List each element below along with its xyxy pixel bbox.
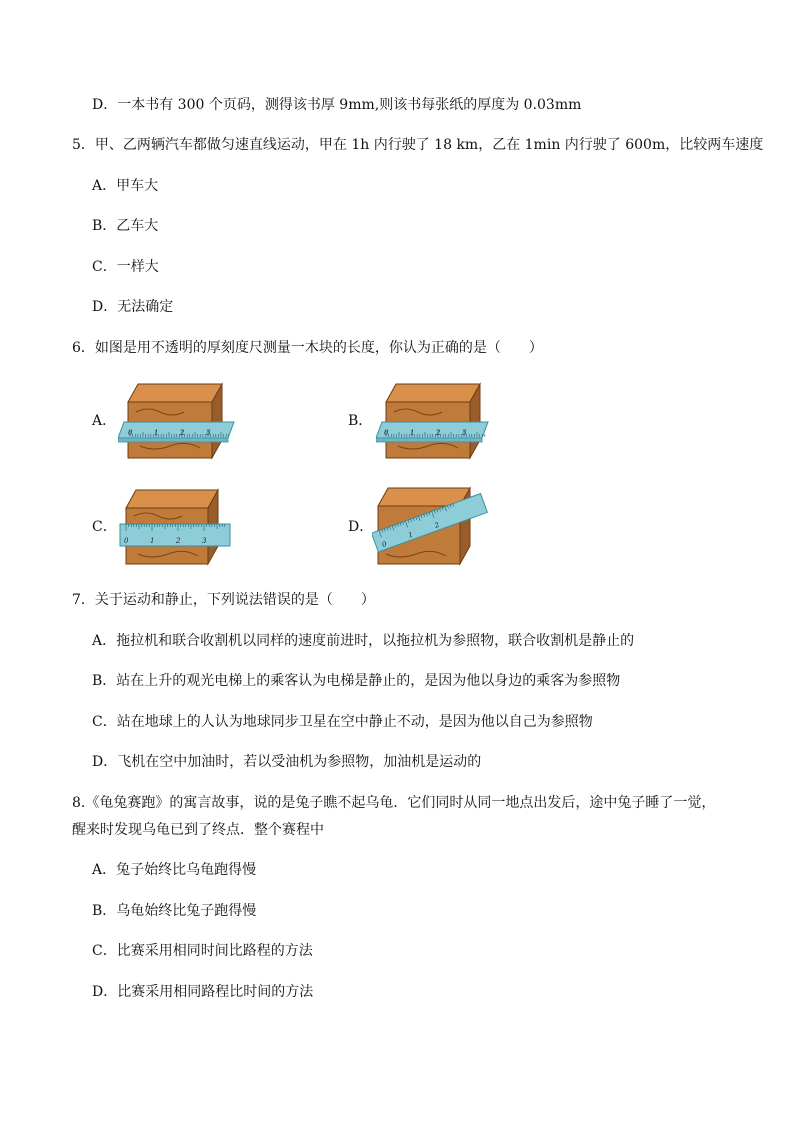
ruler-tick-label: 2 xyxy=(433,520,441,530)
q8-stem-line2: 醒来时发现乌龟已到了终点．整个赛程中 xyxy=(72,822,324,838)
q5-stem: 5．甲、乙两辆汽车都做匀速直线运动，甲在 1h 内行驶了 18 km，乙在 1min 内行驶了 600m，比较两车速度 xyxy=(72,137,764,153)
q6-figure-b-label: B． xyxy=(348,413,373,429)
ruler-tick-label: 1 xyxy=(150,537,155,545)
ruler-tick-label: 0 xyxy=(124,537,129,545)
q5-option-d: D．无法确定 xyxy=(92,299,174,315)
q4-option-d: D．一本书有 300 个页码，测得该书厚 9mm,则该书每张纸的厚度为 0.03mm xyxy=(92,97,582,113)
q6-stem: 6．如图是用不透明的厚刻度尺测量一木块的长度，你认为正确的是（ ） xyxy=(72,340,543,356)
ruler-tick-label: 1 xyxy=(410,429,415,437)
q6-figure-a xyxy=(118,382,238,462)
ruler-tick-label: 0 xyxy=(380,540,388,550)
q5-option-a: A．甲车大 xyxy=(92,178,159,194)
q6-figure-b xyxy=(376,382,496,462)
ruler-tick-label: 0 xyxy=(384,429,389,437)
ruler-tick-label: 3 xyxy=(462,429,467,437)
q6-figure-c-label: C． xyxy=(92,519,117,535)
q5-option-c: C．一样大 xyxy=(92,259,159,275)
q6-figure-a-label: A． xyxy=(92,413,117,429)
q8-option-b: B．乌龟始终比兔子跑得慢 xyxy=(92,903,257,919)
ruler xyxy=(120,524,230,546)
q8-stem-line1: 8.《龟兔赛跑》的寓言故事，说的是兔子瞧不起乌龟．它们同时从同一地点出发后，途中兔子睡了一觉， xyxy=(72,795,716,811)
q6-figure-d-label: D． xyxy=(348,519,374,535)
ruler-tick-label: 2 xyxy=(180,429,185,437)
q7-option-b: B．站在上升的观光电梯上的乘客认为电梯是静止的，是因为他以身边的乘客为参照物 xyxy=(92,673,621,689)
wood-block xyxy=(386,384,480,458)
ruler-tick-label: 3 xyxy=(206,429,211,437)
q8-option-c: C．比赛采用相同时间比路程的方法 xyxy=(92,943,313,959)
ruler-tick-label: 1 xyxy=(407,530,415,540)
q6-figure-d xyxy=(372,484,492,568)
q8-option-a: A．兔子始终比乌龟跑得慢 xyxy=(92,862,257,878)
ruler xyxy=(118,422,234,442)
q7-option-d: D．飞机在空中加油时，若以受油机为参照物，加油机是运动的 xyxy=(92,754,482,770)
ruler-tick-label: 2 xyxy=(436,429,441,437)
q7-stem: 7．关于运动和静止，下列说法错误的是（ ） xyxy=(72,592,375,608)
ruler-tick-label: 1 xyxy=(154,429,159,437)
q5-option-b: B．乙车大 xyxy=(92,218,159,234)
ruler-tick-label: 0 xyxy=(128,429,133,437)
q8-option-d: D．比赛采用相同路程比时间的方法 xyxy=(92,984,314,1000)
ruler xyxy=(376,422,488,442)
q6-figure-c xyxy=(118,488,238,568)
q7-option-a: A．拖拉机和联合收割机以同样的速度前进时，以拖拉机为参照物，联合收割机是静止的 xyxy=(92,633,635,649)
wood-block xyxy=(128,384,222,458)
ruler-tick-label: 2 xyxy=(176,537,181,545)
ruler-tick-label: 3 xyxy=(202,537,207,545)
q7-option-c: C．站在地球上的人认为地球同步卫星在空中静止不动，是因为他以自己为参照物 xyxy=(92,714,593,730)
